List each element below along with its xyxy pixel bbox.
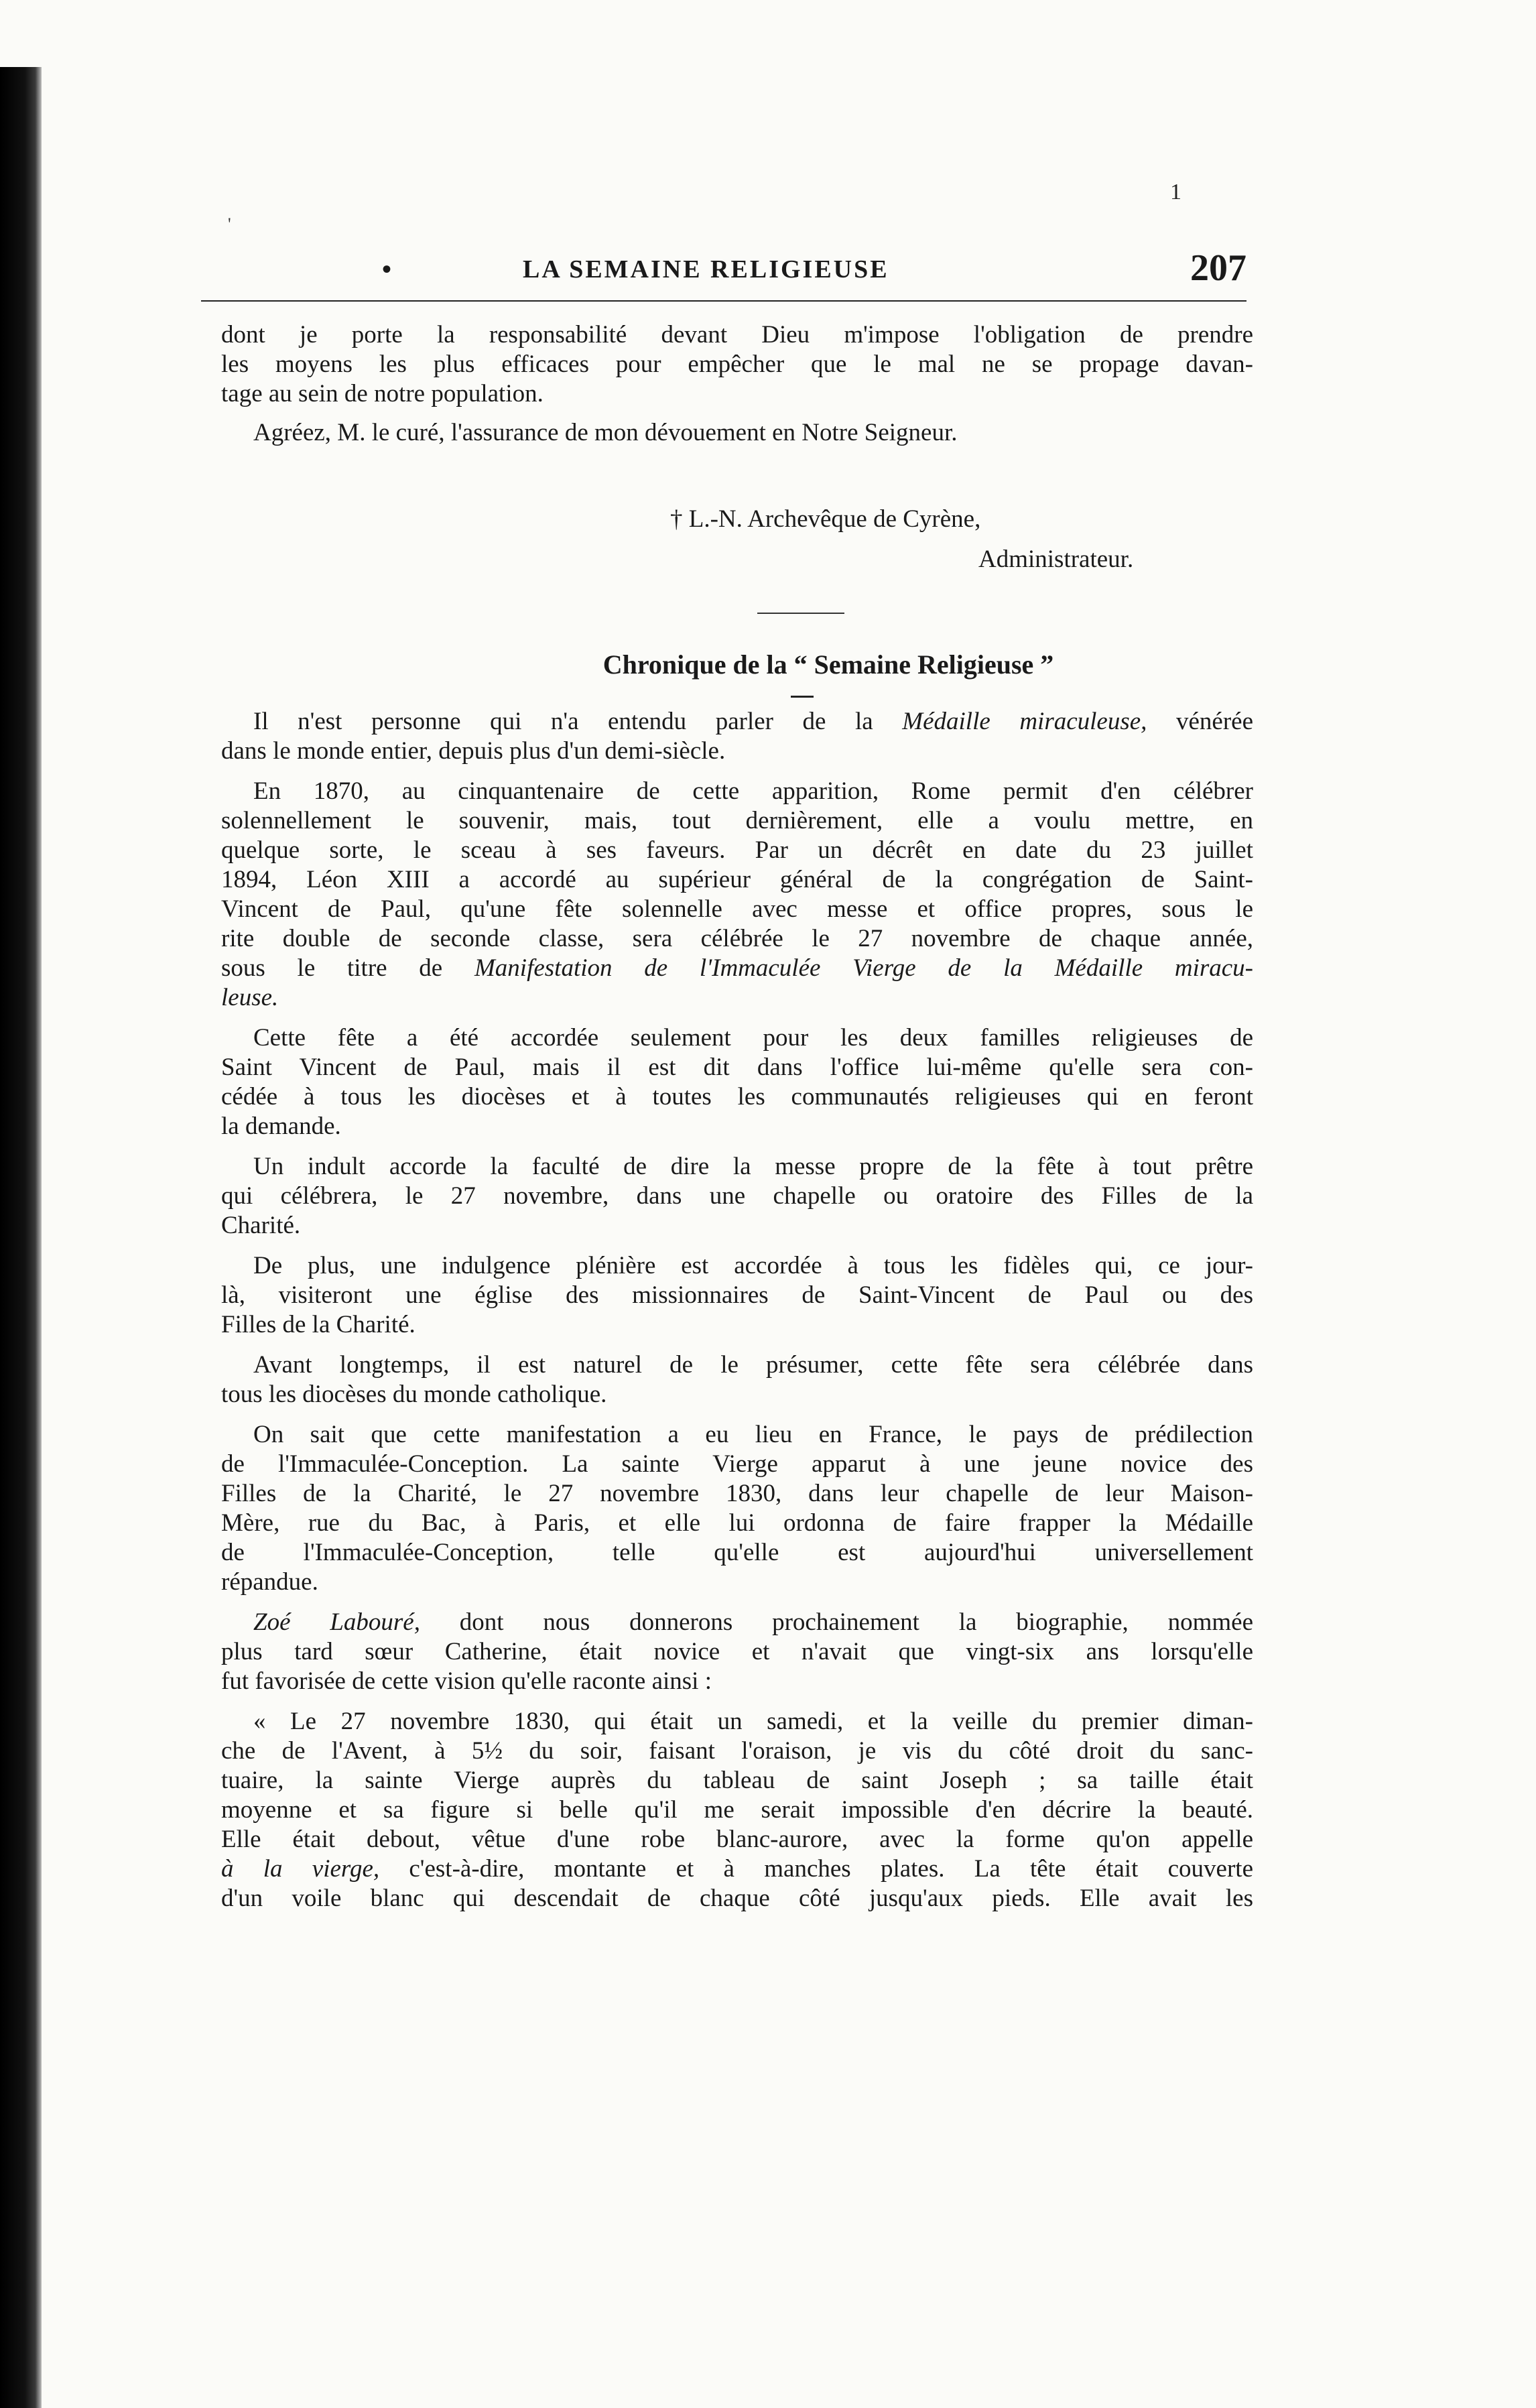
text-line: fut favorisée de cette vision qu'elle raconte ainsi : — [221, 1667, 712, 1695]
text-line: la demande. — [221, 1113, 341, 1140]
text-line: Vincent de Paul, qu'une fête solennelle avec messe et office propres, sous le — [221, 895, 1253, 923]
text-line: che de l'Avent, à 5½ du soir, faisant l'oraison, je vis du côté droit du sanc- — [221, 1737, 1253, 1765]
text-line: Un indult accorde la faculté de dire la messe propre de la fête à tout prêtre — [253, 1153, 1253, 1180]
text-line: qui célébrera, le 27 novembre, dans une chapelle ou oratoire des Filles de la — [221, 1182, 1253, 1210]
chronicle-title: Chronique de la “ Semaine Religieuse ” — [602, 649, 1054, 680]
text-line: 1894, Léon XIII a accordé au supérieur général de la congrégation de Saint- — [221, 866, 1253, 893]
paragraph — [221, 1707, 1253, 1913]
paragraph — [221, 707, 1253, 766]
text-line: rite double de seconde classe, sera célébrée le 27 novembre de chaque année, — [221, 925, 1253, 952]
header-bullet: • — [382, 254, 392, 284]
text-line: Cette fête a été accordée seulement pour les deux familles religieuses de — [253, 1024, 1253, 1052]
text-line: solennellement le souvenir, mais, tout dernièrement, elle a voulu mettre, en — [221, 807, 1253, 834]
text-line: plus tard sœur Catherine, était novice et n'avait que vingt-six ans lorsqu'elle — [221, 1638, 1253, 1665]
paragraph — [221, 1420, 1253, 1597]
closing-line: Agréez, M. le curé, l'assurance de mon dévouement en Notre Seigneur. — [253, 419, 958, 446]
paragraph — [221, 1023, 1253, 1141]
text-line: Charité. — [221, 1212, 301, 1239]
chronicle-body — [221, 707, 1253, 1924]
paragraph — [221, 1152, 1253, 1241]
text-line: leuse. — [221, 984, 279, 1011]
text-line: sous le titre de Manifestation de l'Immaculée Vierge de la Médaille miracu- — [221, 954, 1253, 982]
text-line: Il n'est personne qui n'a entendu parler de la Médaille miraculeuse, vénérée — [253, 708, 1253, 735]
text-line: « Le 27 novembre 1830, qui était un samedi, et la veille du premier diman- — [253, 1708, 1253, 1735]
text-line: les moyens les plus efficaces pour empêcher que le mal ne se propage davan- — [221, 351, 1253, 378]
running-header — [201, 247, 1246, 294]
text-line: dans le monde entier, depuis plus d'un demi-siècle. — [221, 737, 726, 765]
paragraph — [221, 1251, 1253, 1340]
paragraph — [221, 777, 1253, 1013]
section-divider — [757, 613, 844, 614]
text-line: En 1870, au cinquantenaire de cette apparition, Rome permit d'en célébrer — [253, 777, 1253, 805]
text-line: à la vierge, c'est-à-dire, montante et à manches plates. La tête était couverte — [221, 1855, 1253, 1883]
running-title: LA SEMAINE RELIGIEUSE — [523, 255, 889, 283]
text-line: tuaire, la sainte Vierge auprès du tableau de saint Joseph ; sa taille était — [221, 1767, 1253, 1794]
header-rule — [201, 300, 1246, 302]
text-line: de l'Immaculée-Conception, telle qu'elle est aujourd'hui universellement — [221, 1539, 1253, 1566]
text-line: quelque sorte, le sceau à ses faveurs. Par un décrêt en date du 23 juillet — [221, 836, 1253, 864]
text-line: Filles de la Charité, le 27 novembre 1830, dans leur chapelle de leur Maison- — [221, 1480, 1253, 1507]
signature-title: Administrateur. — [978, 546, 1134, 573]
text-line: Zoé Labouré, dont nous donnerons prochainement la biographie, nommée — [253, 1608, 1253, 1636]
text-line: là, visiteront une église des missionnaires de Saint-Vincent de Paul ou des — [221, 1281, 1253, 1309]
text-line: tage au sein de notre population. — [221, 380, 543, 407]
title-dash — [791, 696, 814, 698]
paragraph — [221, 1608, 1253, 1696]
text-line: Filles de la Charité. — [221, 1311, 415, 1338]
text-line: Avant longtemps, il est naturel de le présumer, cette fête sera célébrée dans — [253, 1351, 1253, 1379]
margin-mark: ' — [228, 214, 231, 234]
text-line: Mère, rue du Bac, à Paris, et elle lui ordonna de faire frapper la Médaille — [221, 1509, 1253, 1537]
letter-ending — [221, 320, 1253, 448]
binding-edge — [0, 67, 42, 2408]
margin-mark: 1 — [1170, 180, 1181, 204]
text-line: Elle était debout, vêtue d'une robe blanc-aurore, avec la forme qu'on appelle — [221, 1826, 1253, 1853]
text-line: De plus, une indulgence plénière est accordée à tous les fidèles qui, ce jour- — [253, 1252, 1253, 1279]
text-line: répandue. — [221, 1568, 318, 1596]
page-number: 207 — [1190, 247, 1246, 289]
text-line: Saint Vincent de Paul, mais il est dit dans l'office lui-même qu'elle sera con- — [221, 1054, 1253, 1081]
text-line: dont je porte la responsabilité devant Dieu m'impose l'obligation de prendre — [221, 321, 1253, 348]
text-line: moyenne et sa figure si belle qu'il me serait impossible d'en décrire la beauté. — [221, 1796, 1253, 1824]
signature: † L.-N. Archevêque de Cyrène, — [670, 505, 981, 533]
text-line: On sait que cette manifestation a eu lieu en France, le pays de prédilection — [253, 1421, 1253, 1448]
paragraph — [221, 1350, 1253, 1409]
text-line: tous les diocèses du monde catholique. — [221, 1381, 607, 1408]
text-line: cédée à tous les diocèses et à toutes les communautés religieuses qui en feront — [221, 1083, 1253, 1111]
text-line: de l'Immaculée-Conception. La sainte Vierge apparut à une jeune novice des — [221, 1450, 1253, 1478]
text-line: d'un voile blanc qui descendait de chaque côté jusqu'aux pieds. Elle avait les — [221, 1885, 1253, 1912]
